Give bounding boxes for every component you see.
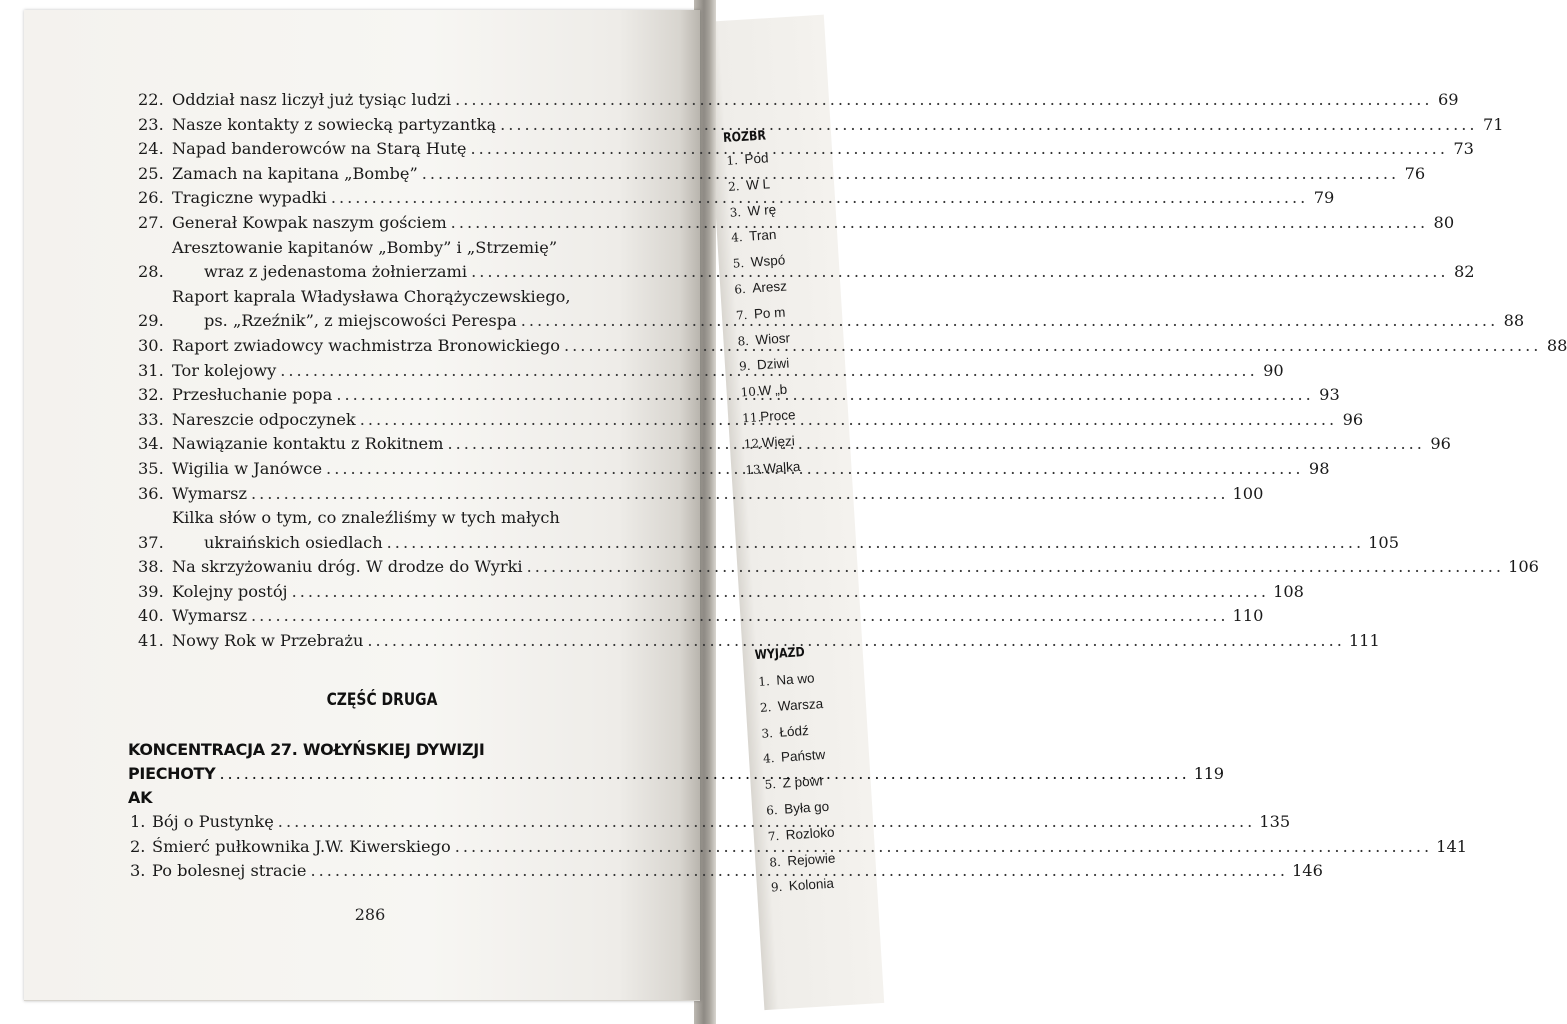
entry-title: Śmierć pułkownika J.W. Kiwerskiego <box>152 836 451 856</box>
entry-number: 35. <box>138 458 164 478</box>
right-page-entry-number: 9. <box>770 880 783 895</box>
right-page-entry-title: Rozloko <box>785 824 835 843</box>
entry-title: Nasze kontakty z sowiecką partyzantką <box>172 114 497 134</box>
toc-entry <box>138 604 1264 629</box>
right-page-entry-title: Walka <box>762 458 801 476</box>
entry-title: Zamach na kapitana „Bombę” <box>172 163 418 183</box>
right-page-entry-title: Po m <box>753 304 786 322</box>
right-page-entry-title: Na wo <box>775 670 815 688</box>
entry-title: Wigilia w Janówce <box>172 458 323 478</box>
right-page-entry-number: 7. <box>767 828 780 844</box>
entry-page-number: 110 <box>1232 606 1264 626</box>
right-page-entry-number: 12. <box>743 435 764 452</box>
entry-title: wraz z jedenastoma żołnierzami <box>204 262 468 282</box>
right-page-entry-number: 4. <box>730 230 744 246</box>
right-page-entry-title: Wspó <box>750 252 786 270</box>
entry-title: Bój o Pustynkę <box>152 812 274 831</box>
entry-number: 2. <box>130 836 146 856</box>
entry-page-number: 69 <box>1437 90 1459 109</box>
entry-page-number: 76 <box>1404 163 1426 183</box>
entry-title: ps. „Rzeźnik”, z miejscowości Perespa <box>204 311 517 331</box>
right-page-entry-number: 5. <box>732 256 745 271</box>
right-page-entry-number: 6. <box>765 802 779 818</box>
right-page-entry-title: Rejowie <box>786 850 836 869</box>
entry-page-number: 141 <box>1436 836 1468 856</box>
entry-number: 31. <box>138 360 164 380</box>
entry-number: 22. <box>138 90 164 109</box>
dot-leader <box>455 88 1432 113</box>
entry-page-number: 146 <box>1291 861 1323 881</box>
dot-leader <box>564 334 1541 359</box>
entry-page-number: 80 <box>1433 212 1455 232</box>
entry-page-number: 93 <box>1319 385 1340 405</box>
right-page-entry-number: 13. <box>744 461 765 477</box>
entry-title: Tragiczne wypadki <box>172 188 327 208</box>
toc-entry <box>138 482 1264 507</box>
section-page-number: 119 <box>1193 764 1224 783</box>
right-page-entry-title: Była go <box>783 798 830 817</box>
right-page-entry-title: W „b <box>758 381 788 399</box>
dot-leader <box>311 859 1288 884</box>
right-page-entry-title: Więzi <box>761 433 796 451</box>
right-page-entry-number: 9. <box>738 359 751 374</box>
dot-leader <box>367 629 1344 654</box>
entry-number: 39. <box>138 581 164 601</box>
entry-number: 27. <box>138 212 164 232</box>
dot-leader <box>422 162 1399 187</box>
entry-number: 40. <box>138 606 164 626</box>
entry-number: 38. <box>138 557 164 577</box>
entry-title: Generał Kowpak naszym gościem <box>172 212 447 232</box>
entry-page-number: 106 <box>1508 557 1539 577</box>
entry-page-number: 73 <box>1453 139 1474 159</box>
dot-leader <box>447 432 1424 457</box>
dot-leader <box>455 835 1432 860</box>
right-page-entry-title: Wiosr <box>755 329 791 348</box>
right-page-entry-title: Warsza <box>777 695 824 714</box>
entry-title: Wymarsz <box>172 483 248 503</box>
entry-number: 33. <box>138 409 164 429</box>
entry-title: Nareszcie odpoczynek <box>172 409 356 429</box>
right-page-heading-1: ROZBR <box>722 128 767 147</box>
right-page-entry-number: 2. <box>759 699 772 715</box>
dot-leader <box>219 762 1189 786</box>
dot-leader <box>387 531 1364 556</box>
dot-leader <box>292 580 1269 605</box>
page-number: 286 <box>354 905 386 924</box>
entry-number: 26. <box>138 188 164 208</box>
right-page-entry-title: Dziwi <box>756 355 790 373</box>
right-page-entry-number: 1. <box>726 153 739 168</box>
entry-page-number: 111 <box>1348 631 1380 651</box>
right-page-entry-number: 2. <box>727 178 740 194</box>
entry-number: 32. <box>138 385 164 405</box>
entry-title: Aresztowanie kapitanów „Bomby” i „Strzemię” <box>172 237 558 257</box>
entry-number: 36. <box>138 483 164 503</box>
toc-entry <box>138 580 1304 605</box>
dot-leader <box>336 383 1313 408</box>
entry-title: Oddział nasz liczył już tysiąc ludzi <box>172 90 452 109</box>
right-page-heading-2: WYJAZD <box>754 645 806 664</box>
toc-entry <box>138 629 1380 654</box>
right-page-entry-number: 1. <box>757 674 771 689</box>
entry-title: Napad banderowców na Starą Hutę <box>172 139 467 159</box>
entry-page-number: 88 <box>1546 335 1567 355</box>
entry-title: Wymarsz <box>172 606 248 626</box>
entry-page-number: 71 <box>1482 114 1504 134</box>
entry-number: 28. <box>138 262 164 282</box>
part-heading: CZĘŚĆ DRUGA <box>326 690 438 710</box>
entry-page-number: 105 <box>1368 532 1400 552</box>
dot-leader <box>360 408 1337 433</box>
right-page-entry-number: 3. <box>761 725 774 741</box>
entry-page-number: 98 <box>1308 458 1330 478</box>
entry-page-number: 90 <box>1263 360 1284 380</box>
entry-number: 3. <box>130 861 146 881</box>
toc-entry <box>138 506 1400 555</box>
entry-number: 23. <box>138 114 164 134</box>
dot-leader <box>521 309 1498 334</box>
entry-page-number: 100 <box>1232 483 1264 503</box>
right-page-entry-number: 3. <box>729 204 742 220</box>
entry-page-number: 135 <box>1259 812 1291 831</box>
dot-leader <box>471 260 1448 285</box>
right-page-entry-title: Państw <box>780 747 826 766</box>
entry-title: Kilka słów o tym, co znaleźliśmy w tych małych <box>172 508 560 528</box>
dot-leader <box>278 810 1255 835</box>
entry-page-number: 88 <box>1503 311 1525 331</box>
entry-title: Przesłuchanie popa <box>172 385 333 405</box>
dot-leader <box>326 457 1303 482</box>
entry-number: 30. <box>138 335 164 355</box>
right-page-entry-title: W L <box>745 176 771 193</box>
right-page-entry-number: 4. <box>762 751 775 767</box>
right-page-entry-title: Kolonia <box>788 876 835 894</box>
right-page-entry-number: 11. <box>741 410 762 426</box>
right-page-entry-number: 10. <box>740 384 761 400</box>
dot-leader <box>280 359 1257 384</box>
entry-number: 29. <box>138 311 164 331</box>
right-page-entry-title: W rę <box>747 201 777 219</box>
entry-number: 1. <box>130 812 146 831</box>
entry-title: Raport kaprala Władysława Chorążyczewskiego, <box>172 286 571 306</box>
dot-leader <box>527 555 1504 580</box>
entry-number: 24. <box>138 139 164 159</box>
entry-title: Na skrzyżowaniu dróg. W drodze do Wyrki <box>172 557 523 577</box>
right-page-entry-number: 7. <box>735 307 748 323</box>
dot-leader <box>251 482 1228 507</box>
entry-title: Nowy Rok w Przebrażu <box>172 631 364 651</box>
right-page-entry-title: Z powr <box>782 773 825 791</box>
right-page-entry-title: Proce <box>759 407 796 425</box>
dot-leader <box>331 186 1308 211</box>
entry-page-number: 79 <box>1313 188 1335 208</box>
right-page-entry-number: 5. <box>764 777 777 792</box>
dot-leader <box>251 604 1228 629</box>
section-title-line-2: PIECHOTY AK <box>128 764 216 807</box>
entry-title: Raport zwiadowcy wachmistrza Bronowickiego <box>172 335 560 355</box>
entry-number: 41. <box>138 631 164 651</box>
entry-page-number: 96 <box>1430 434 1451 454</box>
entry-title: Kolejny postój <box>172 581 288 601</box>
dot-leader <box>471 137 1448 162</box>
entry-number: 34. <box>138 434 164 454</box>
toc-entry <box>138 555 1539 580</box>
entry-number: 25. <box>138 163 164 183</box>
entry-title: Nawiązanie kontaktu z Rokitnem <box>172 434 444 454</box>
toc-entry <box>138 88 1459 113</box>
right-page-entry-number: 6. <box>733 281 747 297</box>
right-page-entry-title: Tran <box>748 227 777 245</box>
right-page-entry-title: Łódź <box>779 722 810 740</box>
entry-title: Po bolesnej stracie <box>152 861 307 881</box>
dot-leader <box>451 211 1428 236</box>
right-page-entry-title: Aresz <box>751 278 788 296</box>
entry-number: 37. <box>138 532 164 552</box>
section-title-line-1: KONCENTRACJA 27. WOŁYŃSKIEJ DYWIZJI <box>128 740 485 759</box>
dot-leader <box>500 113 1477 138</box>
right-page-entry-title: Pod <box>743 150 769 167</box>
entry-page-number: 82 <box>1453 262 1475 282</box>
entry-title: ukraińskich osiedlach <box>204 532 383 552</box>
right-page-entry-number: 8. <box>768 854 782 870</box>
entry-page-number: 96 <box>1342 409 1364 429</box>
entry-page-number: 108 <box>1273 581 1304 601</box>
right-page-entry-number: 8. <box>737 333 750 349</box>
entry-title: Tor kolejowy <box>172 360 277 380</box>
